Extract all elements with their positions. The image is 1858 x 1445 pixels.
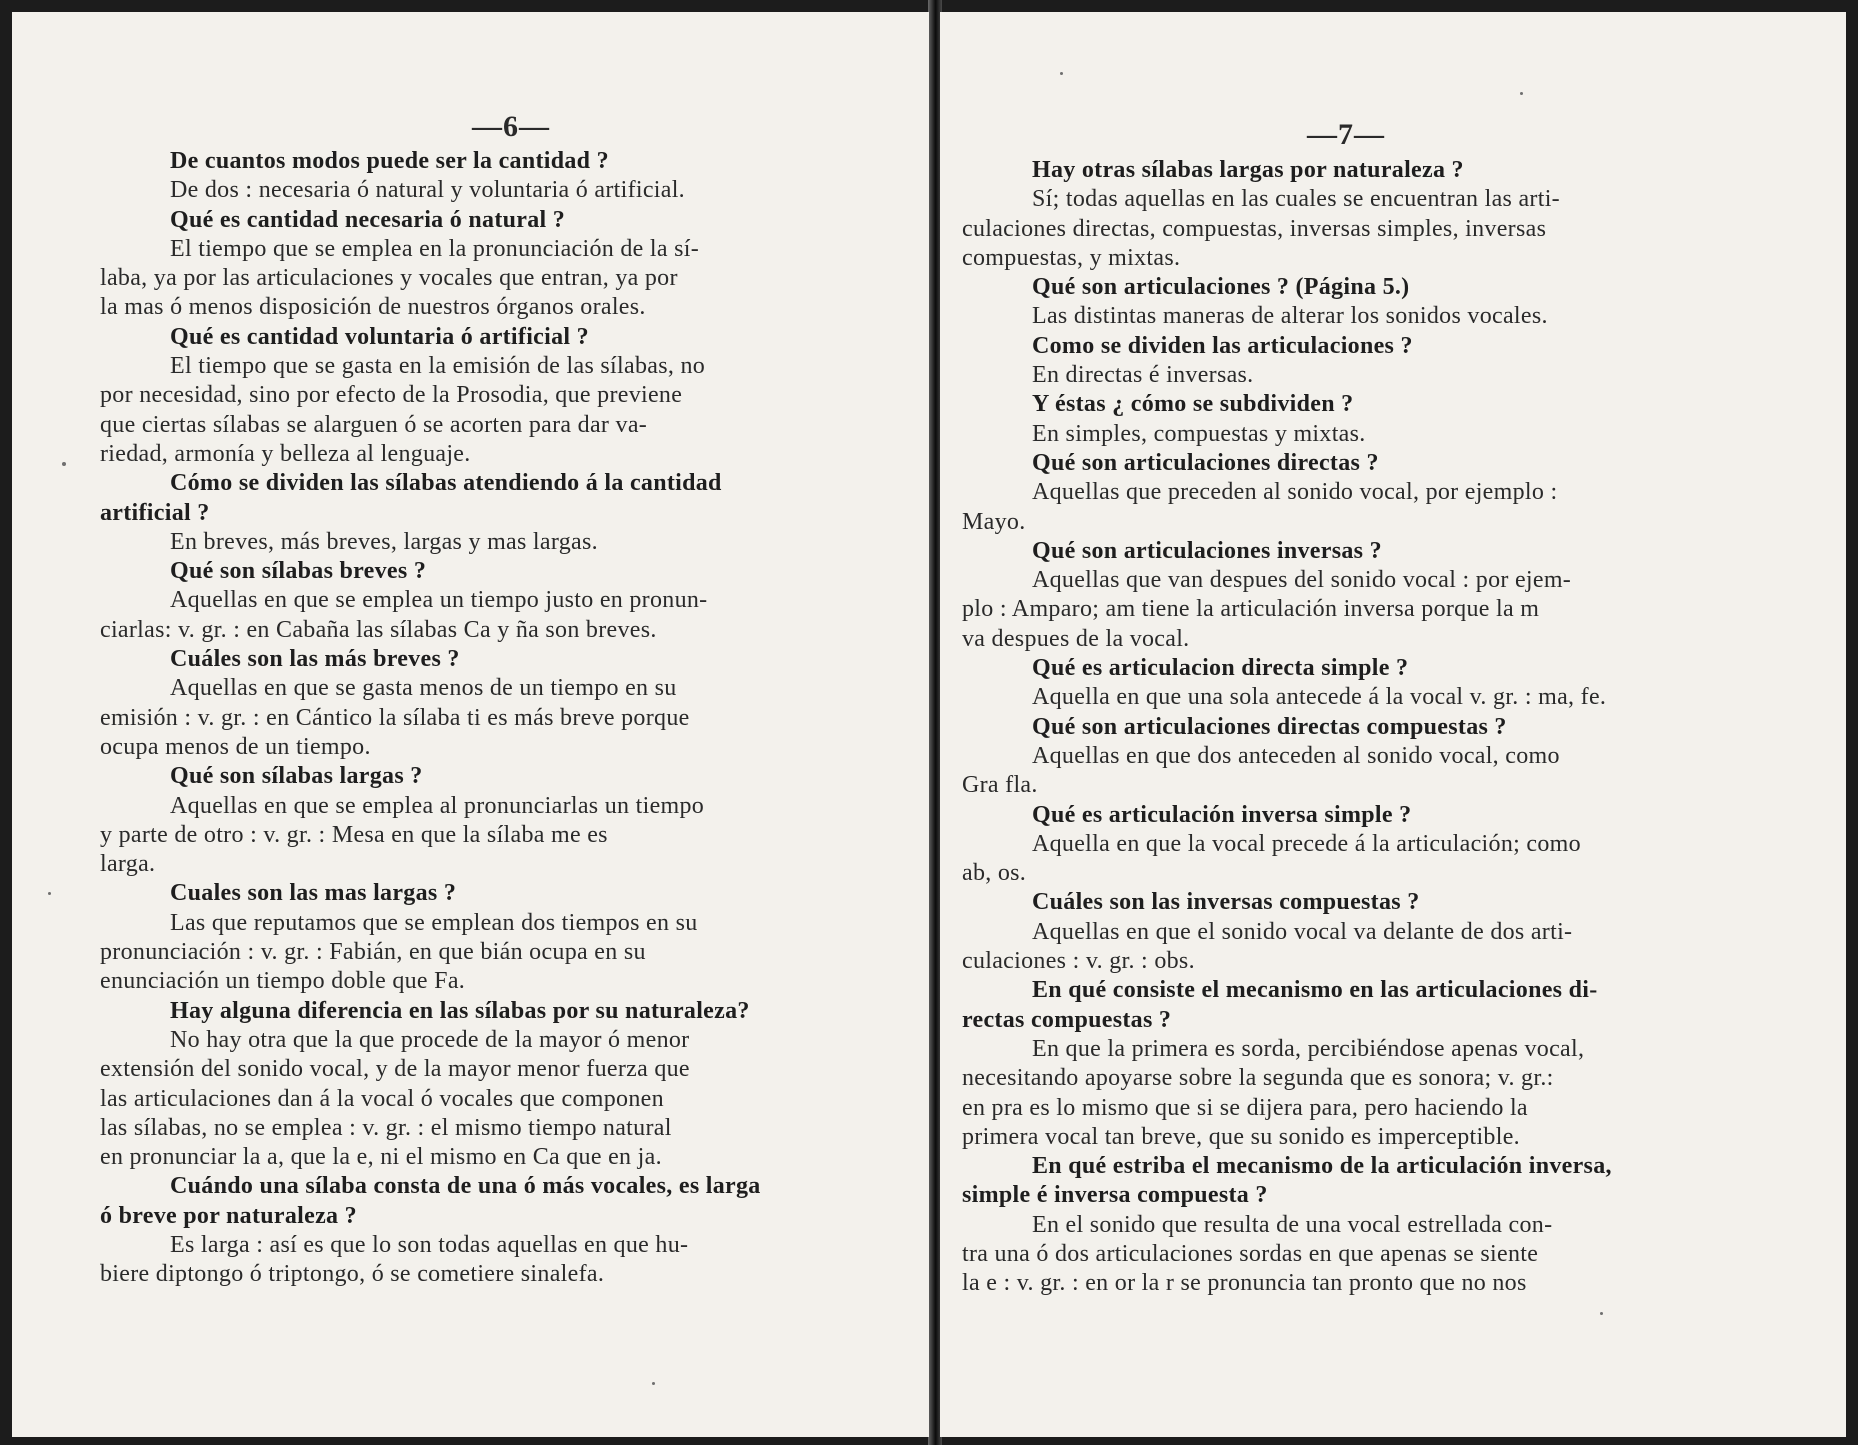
left-page [12,12,930,1437]
question-line: Qué es articulacion directa simple ? [1032,655,1409,682]
answer-line: emisión : v. gr. : en Cántico la sílaba ti es más breve porque [100,704,690,731]
paper-speck [62,462,66,466]
paper-speck [48,892,51,895]
answer-line: la e : v. gr. : en or la r se pronuncia tan pronto que no nos [962,1270,1527,1297]
question-line: Cuándo una sílaba consta de una ó más vocales, es larga [170,1173,761,1200]
right-page [940,12,1846,1437]
question-line: Hay alguna diferencia en las sílabas por su naturaleza? [170,997,750,1024]
answer-line: Aquellas en que se emplea un tiempo justo en pronun- [170,587,708,614]
answer-line: plo : Amparo; am tiene la articulación inversa porque la m [962,596,1540,623]
answer-line: las articulaciones dan á la vocal ó vocales que componen [100,1085,664,1112]
answer-line: enunciación un tiempo doble que Fa. [100,968,466,995]
answer-line: extensión del sonido vocal, y de la mayor menor fuerza que [100,1056,690,1083]
paper-speck [1060,72,1063,75]
left-page-number: —6— [472,110,550,143]
answer-line: larga. [100,851,156,878]
question-line: Qué es articulación inversa simple ? [1032,801,1412,828]
answer-line: necesitando apoyarse sobre la segunda que es sonora; v. gr.: [962,1065,1554,1092]
answer-line: culaciones directas, compuestas, inversas simples, inversas [962,215,1547,242]
answer-line: Gra fla. [962,772,1038,799]
question-line: Qué son articulaciones inversas ? [1032,537,1382,564]
question-line: Qué son articulaciones directas compuestas ? [1032,713,1507,740]
question-line: Cuales son las mas largas ? [170,880,457,907]
right-page-text [962,156,1822,1299]
answer-line: Sí; todas aquellas en las cuales se encuentran las arti- [1032,186,1560,213]
answer-line: ciarlas: v. gr. : en Cabaña las sílabas Ca y ña son breves. [100,616,657,643]
paper-speck [1600,1312,1603,1315]
answer-line: No hay otra que la que procede de la mayor ó menor [170,1026,690,1053]
left-page-text [100,147,908,1290]
paper-speck [1520,92,1523,95]
answer-line: la mas ó menos disposición de nuestros órganos orales. [100,294,646,321]
answer-line: Es larga : así es que lo son todas aquellas en que hu- [170,1231,689,1258]
answer-line: culaciones : v. gr. : obs. [962,948,1195,975]
answer-line: por necesidad, sino por efecto de la Prosodia, que previene [100,382,683,409]
answer-line: riedad, armonía y belleza al lenguaje. [100,440,471,467]
answer-line: Aquella en que la vocal precede á la articulación; como [1032,830,1581,857]
question-line: Qué son sílabas largas ? [170,763,423,790]
answer-line: que ciertas sílabas se alarguen ó se acorten para dar va- [100,411,648,438]
answer-line: El tiempo que se gasta en la emisión de las sílabas, no [170,353,706,380]
answer-line: en pronunciar la a, que la e, ni el mismo en Ca que en ja. [100,1144,662,1171]
answer-line: y parte de otro : v. gr. : Mesa en que la sílaba me es [100,821,608,848]
question-line: rectas compuestas ? [962,1006,1172,1033]
question-line: Qué es cantidad necesaria ó natural ? [170,206,566,233]
answer-line: De dos : necesaria ó natural y voluntaria ó artificial. [170,177,685,204]
answer-line: Las que reputamos que se emplean dos tiempos en su [170,909,698,936]
answer-line: Aquellas en que se emplea al pronunciarlas un tiempo [170,792,705,819]
question-line: Hay otras sílabas largas por naturaleza ? [1032,157,1464,183]
question-line: artificial ? [100,499,210,526]
answer-line: ab, os. [962,860,1027,887]
question-line: De cuantos modos puede ser la cantidad ? [170,148,609,174]
answer-line: En el sonido que resulta de una vocal estrellada con- [1032,1211,1553,1238]
question-line: simple é inversa compuesta ? [962,1182,1268,1209]
question-line: Qué es cantidad voluntaria ó artificial ? [170,323,589,350]
question-line: Cuáles son las inversas compuestas ? [1032,889,1420,916]
right-page-number: —7— [1307,118,1385,151]
answer-line: las sílabas, no se emplea : v. gr. : el mismo tiempo natural [100,1114,672,1141]
answer-line: Aquellas en que dos anteceden al sonido vocal, como [1032,742,1560,769]
answer-line: biere diptongo ó triptongo, ó se cometiere sinalefa. [100,1261,605,1288]
answer-line: ocupa menos de un tiempo. [100,733,371,760]
answer-line: En simples, compuestas y mixtas. [1032,420,1366,447]
question-line: Qué son sílabas breves ? [170,558,427,585]
question-line: ó breve por naturaleza ? [100,1202,357,1229]
answer-line: Aquellas en que el sonido vocal va delante de dos arti- [1032,918,1573,945]
answer-line: Aquellas que van despues del sonido vocal : por ejem- [1032,567,1572,594]
answer-line: Aquella en que una sola antecede á la vocal v. gr. : ma, fe. [1032,684,1607,711]
answer-line: tra una ó dos articulaciones sordas en que apenas se siente [962,1240,1539,1267]
answer-line: En directas é inversas. [1032,362,1254,389]
answer-line: Las distintas maneras de alterar los sonidos vocales. [1032,303,1548,330]
answer-line: compuestas, y mixtas. [962,244,1181,271]
question-line: Cómo se dividen las sílabas atendiendo á la cantidad [170,470,722,497]
question-line: Qué son articulaciones ? (Página 5.) [1032,274,1410,301]
answer-line: laba, ya por las articulaciones y vocales que entran, ya por [100,265,678,292]
question-line: En qué consiste el mecanismo en las articulaciones di- [1032,977,1598,1004]
question-line: Cuáles son las más breves ? [170,646,460,673]
answer-line: va despues de la vocal. [962,625,1190,652]
answer-line: Aquellas en que se gasta menos de un tiempo en su [170,675,677,702]
answer-line: El tiempo que se emplea en la pronunciación de la sí- [170,235,700,262]
question-line: Como se dividen las articulaciones ? [1032,332,1413,359]
question-line: Qué son articulaciones directas ? [1032,449,1379,476]
answer-line: En que la primera es sorda, percibiéndose apenas vocal, [1032,1035,1585,1062]
answer-line: primera vocal tan breve, que su sonido es imperceptible. [962,1123,1520,1150]
question-line: En qué estriba el mecanismo de la articulación inversa, [1032,1153,1612,1180]
question-line: Y éstas ¿ cómo se subdividen ? [1032,391,1354,418]
answer-line: en pra es lo mismo que si se dijera para, pero haciendo la [962,1094,1528,1121]
answer-line: pronunciación : v. gr. : Fabián, en que bián ocupa en su [100,939,646,966]
answer-line: Mayo. [962,508,1026,535]
answer-line: En breves, más breves, largas y mas largas. [170,528,598,555]
paper-speck [652,1382,655,1385]
answer-line: Aquellas que preceden al sonido vocal, por ejemplo : [1032,479,1558,506]
